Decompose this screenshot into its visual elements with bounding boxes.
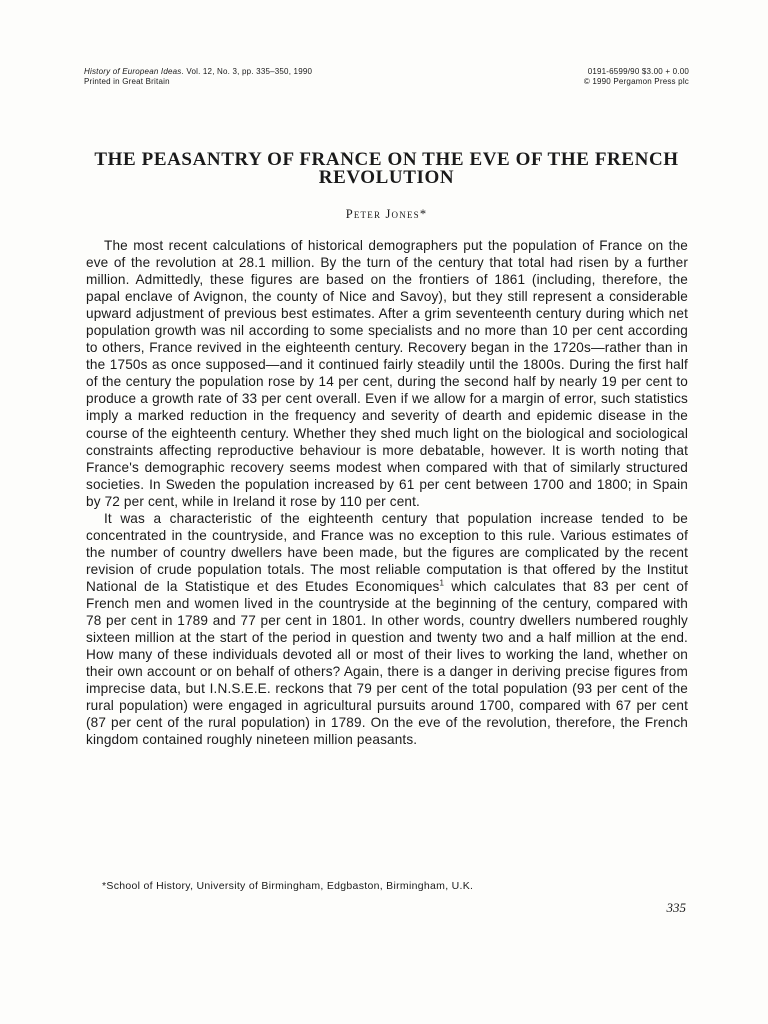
footnote-reference: 1 (439, 578, 445, 588)
journal-name: History of European Ideas (84, 67, 182, 76)
paragraph-1: The most recent calculations of historical demographers put the population of France on the eve of the revolution at 28.1 million. By the turn of the century that total had risen by a further million. Admittedly, these figures are based on the frontiers of 1861 (including, therefore, the papal enclave of Avignon, the county of Nice and Savoy), but they still represent a considerable upward adjustment of previous best estimates. After a grim seventeenth century during which net population growth was nil according to some specialists and no more than 10 per cent according to others, France revived in the eighteenth century. Recovery began in the 1720s—rather than in the 1750s as once supposed—and it continued fairly steadily until the 1800s. During the first half of the century the population rose by 14 per cent, during the second half by nearly 19 per cent to produce a growth rate of 33 per cent overall. Even if we allow for a margin of error, such statistics imply a marked reduction in the frequency and severity of dearth and epidemic disease in the course of the eighteenth century. Whether they shed much light on the biological and sociological constraints affecting reproductive behaviour is more debatable, however. It is worth noting that France's demographic recovery seems modest when compared with that of similarly structured societies. In Sweden the population increased by 61 per cent between 1700 and 1800; in Spain by 72 per cent, while in Ireland it rose by 110 per cent. (86, 238, 688, 509)
paragraph-2 (86, 510, 688, 749)
paragraph-2-end: which calculates that 83 per cent of French men and women lived in the countryside at the beginning of the century, compared with 78 per cent in 1789 and 77 per cent in 1801. In other words, country dwellers numbered roughly sixteen million at the start of the period in question and twenty two and a half million at the end. How many of these individuals devoted all or most of their lives to working the land, whether on their own account or on behalf of others? Again, there is a danger in deriving precise figures from imprecise data, but I.N.S.E.E. reckons that 79 per cent of the total population (93 per cent of the rural population) were engaged in agricultural pursuits around 1700, compared with 67 per cent (87 per cent of the rural population) in 1789. On the eve of the revolution, therefore, the French kingdom contained roughly nineteen million peasants. (86, 578, 688, 748)
journal-citation (84, 67, 312, 87)
article-author: Peter Jones* (345, 207, 428, 221)
author-affiliation-footnote: *School of History, University of Birmingham, Edgbaston, Birmingham, U.K. (102, 880, 474, 892)
publisher-info (584, 67, 689, 87)
paragraph-2-start: It was a characteristic of the eighteenth century that population increase tended to be concentrated in the countryside, and France was no exception to this rule. Various estimates of the number of country dwellers have been made, but the figures are complicated by the recent revision of crude population totals. The most reliable computation is that offered by the Institut National de la Statistique et des Etudes Economiques (86, 510, 688, 594)
copyright: © 1990 Pergamon Press plc (583, 77, 689, 86)
issn-price: 0191-6599/90 $3.00 + 0.00 (587, 67, 689, 76)
article-title: THE PEASANTRY OF FRANCE ON THE EVE OF THE FRENCH REVOLUTION (94, 149, 679, 188)
page-number: 335 (666, 900, 686, 915)
volume-pages: . Vol. 12, No. 3, pp. 335–350, 1990 (181, 67, 313, 76)
article-body (86, 237, 688, 748)
citation-line (84, 67, 312, 77)
printed-in: Printed in Great Britain (84, 77, 170, 86)
